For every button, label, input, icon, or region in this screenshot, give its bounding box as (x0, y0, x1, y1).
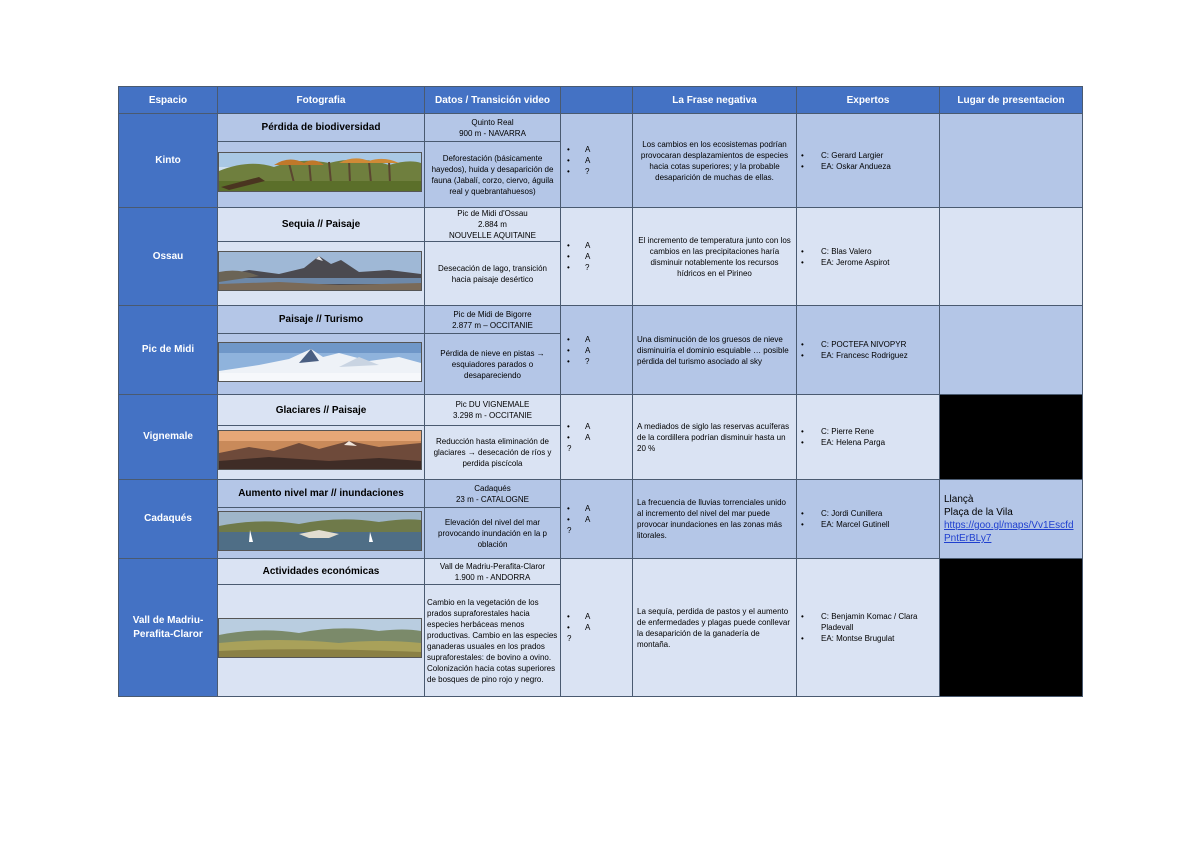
header-blank (561, 87, 633, 114)
list-item: • ? (567, 356, 632, 367)
list-item: • C: Gerard Largier (801, 150, 939, 161)
espacio-cell: Pic de Midi (119, 306, 218, 395)
expertos-cell (797, 208, 940, 306)
expert-list (797, 611, 939, 644)
datos-altitude: 2.884 m (478, 220, 507, 229)
datos-altitude: 3.298 m - OCCITANIE (453, 411, 532, 420)
bullet-list (561, 240, 632, 273)
datos-top-cell (425, 559, 561, 585)
list-item: • C: Benjamin Komac / Clara Pladevall (801, 611, 939, 633)
lugar-cell (940, 306, 1083, 395)
datos-altitude: 23 m - CATALOGNE (455, 494, 530, 504)
expertos-cell (797, 480, 940, 559)
list-item: • A (567, 421, 632, 432)
datos-top-cell (425, 395, 561, 426)
datos-desc-cell: Desecación de lago, transición hacia paisaje desértico (425, 242, 561, 306)
valley-meadow-image (218, 618, 422, 658)
list-item: • A (567, 611, 632, 622)
list-item: • EA: Oskar Andueza (801, 161, 939, 172)
tema-cell: Sequia // Paisaje (218, 208, 425, 242)
expert-list (797, 426, 939, 448)
datos-altitude: 900 m - NAVARRA (459, 128, 526, 138)
lugar-cell (940, 480, 1083, 559)
table-row (119, 114, 1083, 142)
datos-desc-cell: Cambio en la vegetación de los prados supraforestales hacia especies herbáceas menos productivas. Cambio en las especies ganaderas usuales en los prados supraforestales: de bovino a ovino. Colonización hacia cotas superiores de bosques de pino rojo y negro. (425, 585, 561, 697)
datos-desc-cell: Elevación del nivel del mar provocando inundación en la p oblación (425, 508, 561, 559)
photo-cell (218, 334, 425, 395)
datos-place: Quinto Real (471, 117, 514, 127)
datos-top-cell (425, 114, 561, 142)
header-datos: Datos / Transición video (425, 87, 561, 114)
header-lugar: Lugar de presentacion (940, 87, 1083, 114)
photo-cell (218, 508, 425, 559)
table-row (119, 559, 1083, 585)
datos-top-cell (425, 208, 561, 242)
table-row (119, 208, 1083, 242)
datos-desc-cell: Reducción hasta eliminación de glaciares → desecación de ríos y perdida piscícola (425, 426, 561, 480)
espacio-cell: Cadaqués (119, 480, 218, 559)
frase-cell: La frecuencia de lluvias torrenciales unido al incremento del nivel del mar puede provocar inundaciones en las zonas más litorales. (633, 480, 797, 559)
expertos-cell (797, 306, 940, 395)
frase-cell: Los cambios en los ecosistemas podrían provocaran desplazamientos de especies hacia cotas superiores; y la probable desaparición de muchas de ellas. (633, 114, 797, 208)
expert-list (797, 150, 939, 172)
espacio-cell: Kinto (119, 114, 218, 208)
datos-top-cell (425, 306, 561, 334)
map-link[interactable]: https://goo.gl/maps/Vv1EscfdPntErBLy7 (944, 520, 1074, 544)
datos-place: Pic de Midi de Bigorre (453, 309, 532, 319)
presentation-table (118, 86, 1083, 697)
espacio-cell: Vignemale (119, 395, 218, 480)
lugar-cell (940, 559, 1083, 697)
expertos-cell (797, 559, 940, 697)
bullet-list (561, 144, 632, 177)
frase-cell: Una disminución de los gruesos de nieve disminuiría el dominio esquiable … posible pérdida del turismo asociado al sky (633, 306, 797, 395)
lugar-cell (940, 395, 1083, 480)
datos-altitude: 2.877 m – OCCITANIE (452, 320, 533, 330)
bullet-list (561, 334, 632, 367)
list-item: • A (567, 155, 632, 166)
datos-altitude: 1.900 m - ANDORRA (454, 572, 531, 582)
bullets-cell (561, 208, 633, 306)
lugar-cell (940, 208, 1083, 306)
photo-cell (218, 426, 425, 480)
mountain-lake-image (218, 251, 422, 291)
list-item: ? (567, 443, 572, 453)
list-item: • ? (567, 262, 632, 273)
datos-place: Vall de Madriu-Perafita-Claror (439, 561, 546, 571)
list-item: ? (567, 525, 572, 535)
photo-cell (218, 242, 425, 306)
list-item: • EA: Marcel Gutinell (801, 519, 939, 530)
glacier-sunset-image (218, 430, 422, 470)
datos-place: Cadaqués (474, 483, 511, 493)
lugar-square: Plaça de la Vila (944, 507, 1013, 518)
list-item: • A (567, 144, 632, 155)
list-item: • A (567, 432, 632, 443)
tema-cell: Glaciares // Paisaje (218, 395, 425, 426)
header-frase: La Frase negativa (633, 87, 797, 114)
bullet-list (561, 503, 632, 536)
header-expertos: Expertos (797, 87, 940, 114)
bullets-cell (561, 306, 633, 395)
tema-cell: Aumento nivel mar // inundaciones (218, 480, 425, 508)
list-item: • ? (567, 166, 632, 177)
frase-cell: El incremento de temperatura junto con los cambios en las precipitaciones haría disminuir notablemente los recursos hídricos en el Pirineo (633, 208, 797, 306)
snow-mountain-image (218, 342, 422, 382)
datos-top-cell (425, 480, 561, 508)
datos-place: Pic DU VIGNEMALE (455, 400, 530, 409)
espacio-cell: Ossau (119, 208, 218, 306)
list-item: • EA: Helena Parga (801, 437, 939, 448)
frase-cell: La sequía, perdida de pastos y el aumento de enfermedades y plagas puede conllevar la desaparición de la ganadería de montaña. (633, 559, 797, 697)
expert-list (797, 246, 939, 268)
table-row (119, 395, 1083, 426)
header-row (119, 87, 1083, 114)
list-item: • C: Pierre Rene (801, 426, 939, 437)
bullets-cell (561, 395, 633, 480)
expertos-cell (797, 114, 940, 208)
coastal-town-image (218, 511, 422, 551)
list-item: • C: Blas Valero (801, 246, 939, 257)
list-item: • C: Jordi Cunillera (801, 508, 939, 519)
list-item: • A (567, 514, 632, 525)
expert-list (797, 508, 939, 530)
header-espacio: Espacio (119, 87, 218, 114)
table-row (119, 306, 1083, 334)
bullet-list (561, 611, 632, 644)
photo-cell (218, 142, 425, 208)
list-item: • A (567, 251, 632, 262)
list-item: ? (567, 634, 572, 643)
list-item: • A (567, 240, 632, 251)
list-item: • EA: Montse Brugulat (801, 633, 939, 644)
tema-cell: Pérdida de biodiversidad (218, 114, 425, 142)
header-fotografia: Fotografia (218, 87, 425, 114)
bullet-list (561, 421, 632, 454)
list-item: • EA: Francesc Rodriguez (801, 350, 939, 361)
bullets-cell (561, 559, 633, 697)
table-row (119, 480, 1083, 508)
list-item: • A (567, 334, 632, 345)
list-item: • A (567, 345, 632, 356)
bullets-cell (561, 480, 633, 559)
tema-cell: Actividades económicas (218, 559, 425, 585)
datos-desc-cell: Pérdida de nieve en pistas → esquiadores parados o desapareciendo (425, 334, 561, 395)
espacio-cell: Vall de Madriu-Perafita-Claror (119, 559, 218, 697)
lugar-town: Llançà (944, 494, 974, 505)
list-item: • A (567, 622, 632, 633)
photo-cell (218, 585, 425, 697)
tema-cell: Paisaje // Turismo (218, 306, 425, 334)
list-item: • A (567, 503, 632, 514)
datos-place: Pic de Midi d'Ossau (457, 209, 528, 218)
list-item: • C: POCTEFA NIVOPYR (801, 339, 939, 350)
lugar-cell (940, 114, 1083, 208)
bullets-cell (561, 114, 633, 208)
expertos-cell (797, 395, 940, 480)
datos-desc-cell: Deforestación (básicamente hayedos), huida y desaparición de fauna (Jabalí, corzo, ciervo, águila real y quebrantahuesos) (425, 142, 561, 208)
datos-region: NOUVELLE AQUITAINE (449, 231, 536, 240)
forest-panorama-image (218, 152, 422, 192)
expert-list (797, 339, 939, 361)
frase-cell: A mediados de siglo las reservas acuíferas de la cordillera podrían disminuir hasta un 20 % (633, 395, 797, 480)
list-item: • EA: Jerome Aspirot (801, 257, 939, 268)
